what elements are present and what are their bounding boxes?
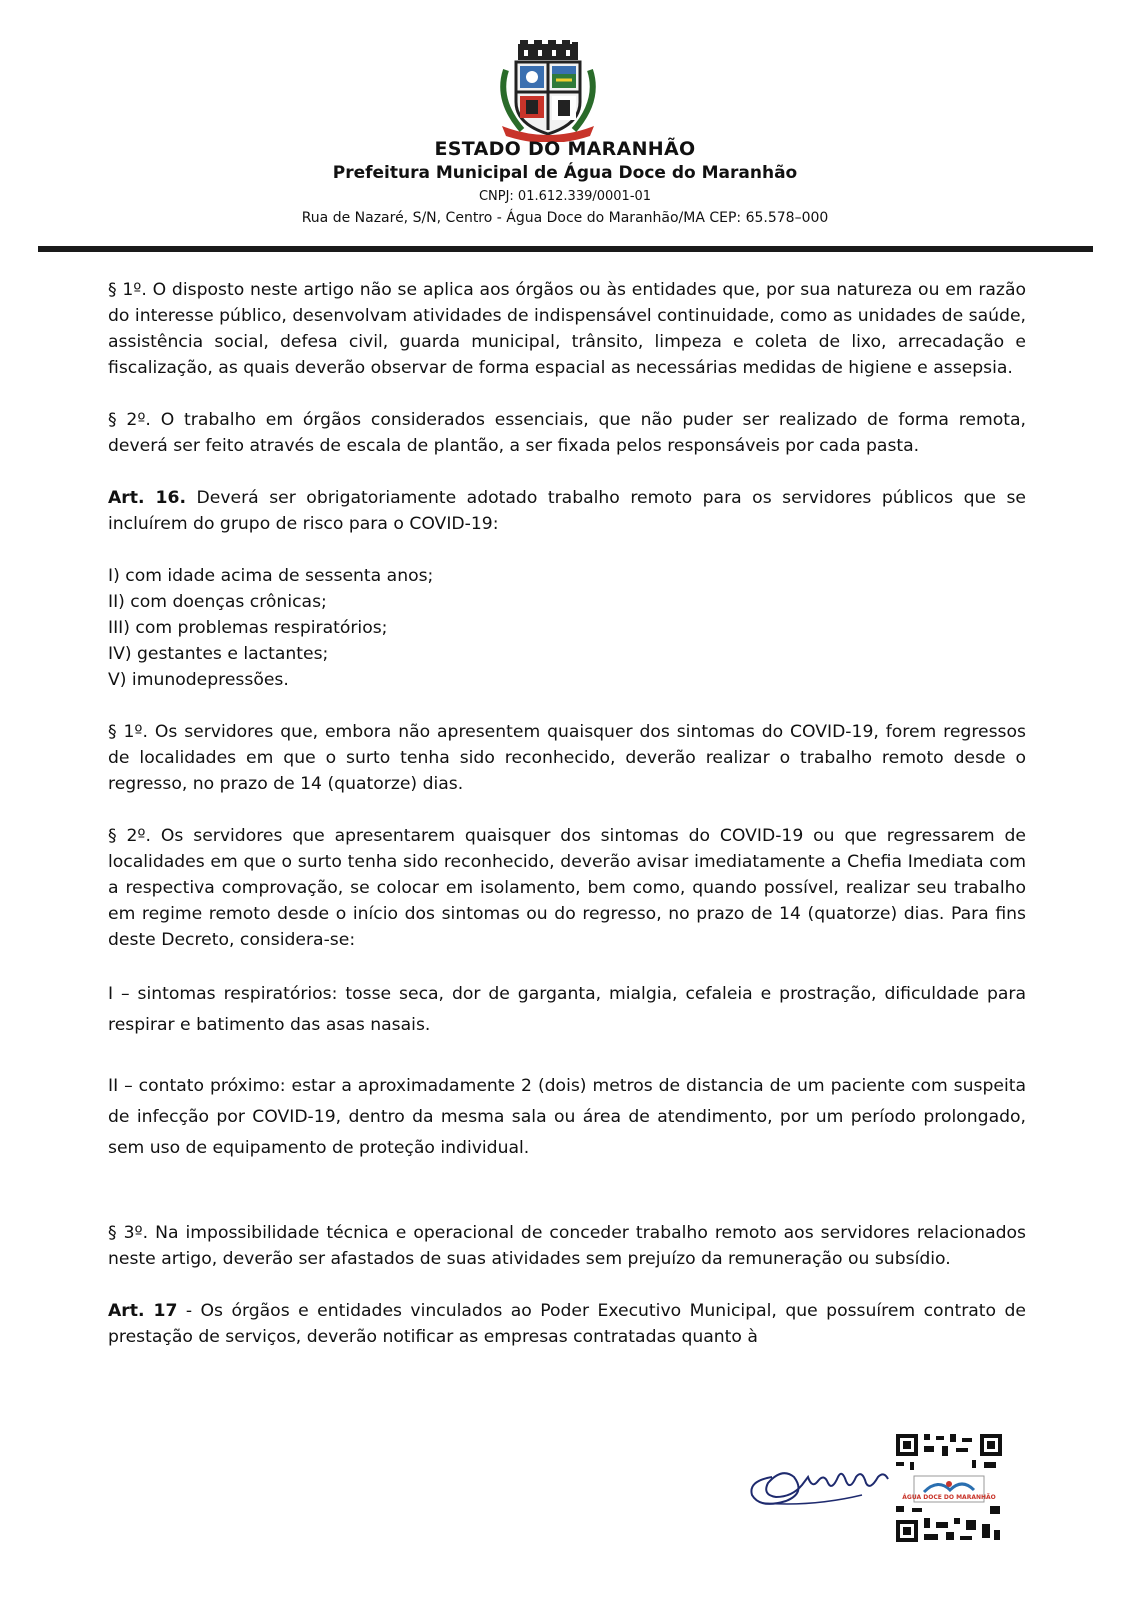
article-16-label: Art. 16. bbox=[108, 488, 187, 508]
paragraph-art16-2: § 2º. Os servidores que apresentarem quaisquer dos sintomas do COVID-19 ou que regressarem de localidades em que o surto tenha sido reconhecido, deverão avisar imediatamente a Chefia Imediata com a respectiva comprovação, se colocar em isolamento, bem como, quando possível, realizar seu trabalho em regime remoto desde o início dos sintomas ou do regresso, no prazo de 14 (quatorze) dias. Para fins deste Decreto, considera-se: bbox=[108, 826, 1026, 950]
paragraph-art16-1: § 1º. Os servidores que, embora não apresentem quaisquer dos sintomas do COVID-19, forem regressos de localidades em que o surto tenha sido reconhecido, deverão realizar o trabalho remoto desde o regresso, no prazo de 14 (quatorze) dias. bbox=[108, 722, 1026, 794]
list-item: I) com idade acima de sessenta anos; bbox=[108, 566, 434, 586]
paragraph-art16-3: § 3º. Na impossibilidade técnica e operacional de conceder trabalho remoto aos servidores relacionados neste artigo, deverão ser afastados de suas atividades sem prejuízo da remuneração ou subsídio. bbox=[108, 1223, 1026, 1269]
qr-code-icon bbox=[894, 1432, 1004, 1544]
article-17 bbox=[108, 1298, 1026, 1350]
document-body bbox=[108, 277, 1026, 1350]
article-16-text: Deverá ser obrigatoriamente adotado trabalho remoto para os servidores públicos que se incluírem do grupo de risco para o COVID-19: bbox=[108, 488, 1026, 534]
prefecture-name: Prefeitura Municipal de Água Doce do Maranhão bbox=[332, 163, 798, 183]
paragraph-art15-2: § 2º. O trabalho em órgãos considerados essenciais, que não puder ser realizado de forma remota, deverá ser feito através de escala de plantão, a ser fixada pelos responsáveis por cada pasta. bbox=[108, 410, 1026, 456]
article-16 bbox=[108, 485, 1026, 537]
list-item: V) imunodepressões. bbox=[108, 670, 289, 690]
article-17-text: - Os órgãos e entidades vinculados ao Poder Executivo Municipal, que possuírem contrato de prestação de serviços, deverão notificar as empresas contratadas quanto à bbox=[108, 1301, 1026, 1347]
qr-caption: ÁGUA DOCE DO MARANHÃO bbox=[902, 1494, 996, 1501]
list-item: II) com doenças crônicas; bbox=[108, 592, 327, 612]
list-item: III) com problemas respiratórios; bbox=[108, 618, 388, 638]
state-name: ESTADO DO MARANHÃO bbox=[434, 138, 696, 160]
address-line: Rua de Nazaré, S/N, Centro - Água Doce do Maranhão/MA CEP: 65.578–000 bbox=[301, 210, 829, 226]
risk-group-list bbox=[108, 563, 1026, 693]
signature-icon bbox=[742, 1447, 892, 1513]
header-divider bbox=[38, 246, 1093, 252]
item-close-contact: II – contato próximo: estar a aproximadamente 2 (dois) metros de distancia de um paciente com suspeita de infecção por COVID-19, dentro da mesma sala ou área de atendimento, por um período prolongado, sem uso de equipamento de proteção individual. bbox=[108, 1076, 1026, 1158]
article-17-label: Art. 17 bbox=[108, 1301, 178, 1321]
cnpj-number: CNPJ: 01.612.339/0001-01 bbox=[478, 189, 652, 204]
municipal-crest-icon bbox=[492, 40, 604, 142]
list-item: IV) gestantes e lactantes; bbox=[108, 644, 329, 664]
item-respiratory-symptoms: I – sintomas respiratórios: tosse seca, dor de garganta, mialgia, cefaleia e prostração, dificuldade para respirar e batimento das asas nasais. bbox=[108, 984, 1026, 1035]
paragraph-art15-1: § 1º. O disposto neste artigo não se aplica aos órgãos ou às entidades que, por sua natureza ou em razão do interesse público, desenvolvam atividades de indispensável continuidade, como as unidades de saúde, assistência social, defesa civil, guarda municipal, trânsito, limpeza e coleta de lixo, arrecadação e fiscalização, as quais deverão observar de forma espacial as necessárias medidas de higiene e assepsia. bbox=[108, 280, 1026, 378]
